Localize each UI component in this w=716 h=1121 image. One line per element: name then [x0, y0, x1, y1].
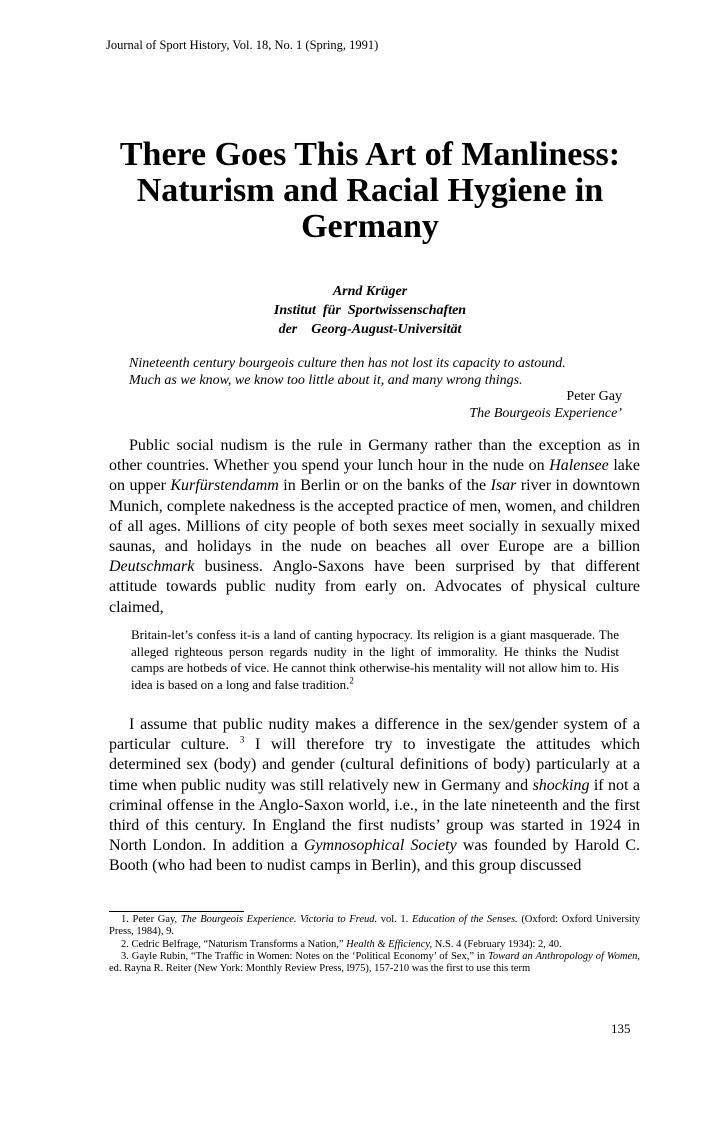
- footnote-title: The Bourgeois Experience. Victoria to Freud.: [180, 914, 378, 925]
- epigraph-attribution-work: The Bourgeois Experience’: [469, 405, 622, 421]
- paragraph-text: Public social nudism is the rule in Germany rather than the exception as in other countries. Whether you spend your lunch hour in the nude on: [109, 437, 640, 475]
- article-title: [100, 137, 640, 245]
- paragraph-text: in Berlin or on the banks of the: [278, 477, 491, 495]
- title-line: There Goes This Art of Manliness:: [119, 136, 621, 173]
- author-institute: Institut für Sportwissenschaften: [273, 303, 467, 318]
- footnote-text: 1. Peter Gay,: [121, 914, 181, 925]
- author-byline: [100, 282, 640, 339]
- epigraph-attribution-name: Peter Gay: [566, 389, 622, 404]
- footnote-text: (Oxford: Oxford University Press, 1984), 9.: [109, 914, 640, 938]
- body-paragraph: [109, 715, 640, 877]
- place-name: Halensee: [549, 457, 609, 475]
- paragraph-text: I assume that public nudity makes a difference in the sex/gender system of a particular culture.: [109, 716, 640, 754]
- footnote-ref[interactable]: 3: [239, 734, 245, 745]
- footnote-text: vol. 1.: [377, 914, 412, 925]
- epigraph-line: Nineteenth century bourgeois culture then has not lost its capacity to astound.: [129, 356, 566, 371]
- paragraph-text: was founded by Harold C. Booth (who had been to nudist camps in Berlin), and this group discussed: [109, 837, 641, 875]
- footnote-2: [109, 939, 640, 951]
- footnote-title: Education of the Senses.: [411, 914, 518, 925]
- body-paragraph: [109, 436, 640, 618]
- paragraph-text: I will therefore try to investigate the attitudes which determined sex (body) and gender (cultural definitions of body) particularly at a time when public nudity was still relatively new in Germany and: [109, 736, 641, 794]
- footnote-ref[interactable]: 2: [349, 675, 354, 686]
- footnote-title: Health & Efficiency,: [346, 938, 433, 950]
- footnote-text: ed. Rayna R. Reiter (New York: Monthly Review Press, l975), 157-210 was the first to use this term: [109, 963, 531, 975]
- footnote-text: 2. Cedric Belfrage, “Naturism Transforms a Nation,”: [121, 938, 347, 950]
- footnote-title: Toward an Anthropology of Women,: [488, 950, 641, 962]
- author-university: der Georg-August-Universität: [278, 322, 462, 337]
- page-number: 135: [611, 1021, 631, 1036]
- paragraph-text: lake on upper: [109, 457, 641, 495]
- paragraph-text: if not a criminal offense in the Anglo-Saxon world, i.e., in the late nineteenth and the first third of this century. In England the first nudists’ group was started in 1924 in North London. In addition a: [109, 776, 640, 855]
- author-name: Arnd Krüger: [332, 284, 408, 299]
- block-quote: [131, 627, 619, 693]
- epigraph: [129, 356, 622, 422]
- emphasis: shocking: [532, 776, 590, 794]
- footnote-text: 3. Gayle Rubin, “The Traffic in Women: Notes on the ‘Political Economy’ of Sex,” in: [121, 950, 488, 962]
- footnote-divider: [109, 911, 244, 912]
- running-head: Journal of Sport History, Vol. 18, No. 1 (Spring, 1991): [106, 38, 379, 52]
- place-name: Isar: [490, 477, 517, 495]
- title-line: Naturism and Racial Hygiene in: [136, 172, 604, 209]
- footnote-1: [109, 914, 640, 939]
- footnote-3: [109, 951, 640, 976]
- paragraph-text: river in downtown Munich, complete nakedness is the accepted practice of men, women, and children of all ages. Millions of city people of both sexes meet socially in sexually mixed saunas, and holidays in the nude on beaches all over Europe are a billion: [109, 477, 640, 556]
- society-name: Gymnosophical Society: [303, 837, 457, 855]
- place-name: Kurfürstendamm: [170, 477, 279, 495]
- footnote-text: N.S. 4 (February 1934): 2, 40.: [432, 938, 562, 950]
- epigraph-line: Much as we know, we know too little about it, and many wrong things.: [129, 372, 523, 388]
- block-quote-text: Britain-let’s confess it-is a land of canting hypocracy. Its religion is a giant masquerade. The alleged righteous person regards nudity in the light of immorality. He thinks the Nudist camps are hotbeds of vice. He cannot think otherwise-his mentality will not allow him to. His idea is based on a long and false tradition.: [131, 627, 619, 692]
- term: Deutschmark: [109, 558, 195, 576]
- footnotes: [109, 914, 640, 975]
- title-line: Germany: [301, 208, 439, 245]
- paragraph-text: business. Anglo-Saxons have been surprised by that different attitude towards public nudity from early on. Advocates of physical culture claimed,: [109, 558, 640, 616]
